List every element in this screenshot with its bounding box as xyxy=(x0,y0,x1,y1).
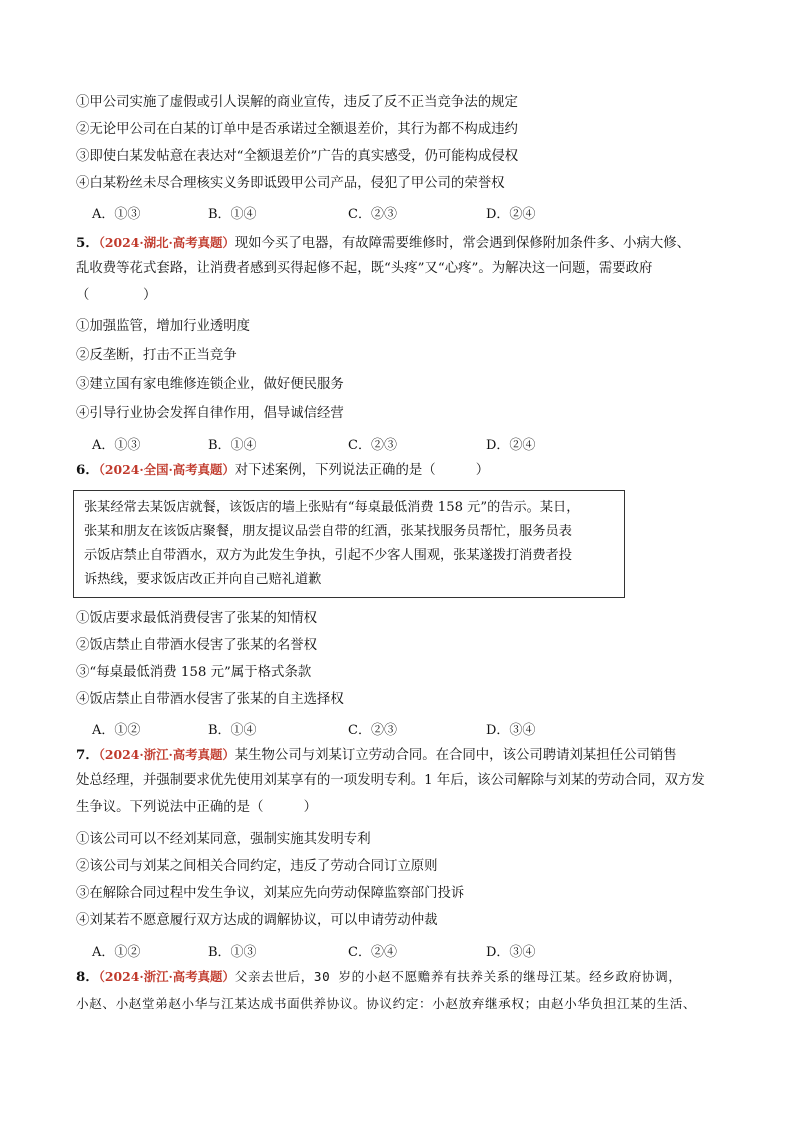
q4-statement-4: ④白某粉丝未尽合理核实义务即诋毁甲公司产品，侵犯了甲公司的荣誉权 xyxy=(76,176,505,191)
q7-source: （2024·浙江·高考真题） xyxy=(98,747,235,762)
q4-statement-2: ②无论甲公司在白某的订单中是否承诺过全额退差价，其行为都不构成违约 xyxy=(76,122,518,137)
q8-stem xyxy=(76,968,734,987)
q6-statement-1: ①饭店要求最低消费侵害了张某的知情权 xyxy=(76,611,318,626)
q4-option-a[interactable]: A．①③ xyxy=(92,207,141,222)
q7-option-b[interactable]: B．①③ xyxy=(208,945,257,960)
q4-option-b[interactable]: B．①④ xyxy=(208,207,257,222)
q8-stem-line-1: 父亲去世后，30 岁的小赵不愿赡养有扶养关系的继母江某。经乡政府协调， xyxy=(234,969,682,984)
q7-stem-line-3: 生争议。下列说法中正确的是（ ） xyxy=(76,800,318,815)
q5-option-b[interactable]: B．①④ xyxy=(208,438,257,453)
q6-statement-3: ③“每桌最低消费 158 元”属于格式条款 xyxy=(76,665,312,680)
q6-option-a[interactable]: A．①② xyxy=(92,723,141,738)
q5-stem-line-1: 现如今买了电器，有故障需要维修时，常会遇到保修附加条件多、小病大修、 xyxy=(234,236,691,251)
q5-option-c[interactable]: C．②③ xyxy=(348,438,397,453)
q6-stem xyxy=(76,461,734,480)
q6-number: 6． xyxy=(76,462,99,478)
q5-answer-blank: （ ） xyxy=(76,288,157,303)
q4-statement-3: ③即使白某发帖意在表达对“全额退差价”广告的真实感受，仍可能构成侵权 xyxy=(76,149,519,164)
q6-option-c[interactable]: C．②③ xyxy=(348,723,397,738)
q6-option-d[interactable]: D．③④ xyxy=(486,723,536,738)
q7-statement-1: ①该公司可以不经刘某同意，强制实施其发明专利 xyxy=(76,832,371,847)
q7-option-a[interactable]: A．①② xyxy=(92,945,141,960)
q7-stem xyxy=(76,746,734,765)
q6-option-b[interactable]: B．①④ xyxy=(208,723,257,738)
q8-number: 8． xyxy=(76,969,99,985)
q6-case-line-2: 张某和朋友在该饭店聚餐，朋友提议品尝自带的红酒，张某找服务员帮忙，服务员表 xyxy=(84,524,572,539)
q6-statement-2: ②饭店禁止自带酒水侵害了张某的名誉权 xyxy=(76,638,318,653)
q7-statement-2: ②该公司与刘某之间相关合同约定，违反了劳动合同订立原则 xyxy=(76,859,438,874)
q6-case-line-4: 诉热线，要求饭店改正并向自己赔礼道歉 xyxy=(84,572,322,587)
q6-source: （2024·全国·高考真题） xyxy=(98,462,235,477)
q6-options xyxy=(92,719,652,737)
q6-case-box xyxy=(73,490,625,598)
q5-option-d[interactable]: D．②④ xyxy=(486,438,536,453)
q8-stem-line-2: 小赵、小赵堂弟赵小华与江某达成书面供养协议。协议约定：小赵放弃继承权；由赵小华负担江某的生活、 xyxy=(76,996,697,1011)
q7-statement-3: ③在解除合同过程中发生争议，刘某应先向劳动保障监察部门投诉 xyxy=(76,886,465,901)
q5-stem xyxy=(76,234,734,253)
q7-options xyxy=(92,941,652,959)
q6-case-line-3: 示饭店禁止自带酒水，双方为此发生争执，引起不少客人围观，张某遂拨打消费者投 xyxy=(84,548,572,563)
q5-statement-3: ③建立国有家电维修连锁企业，做好便民服务 xyxy=(76,377,344,392)
q4-statement-1: ①甲公司实施了虚假或引人误解的商业宣传，违反了反不正当竞争法的规定 xyxy=(76,95,518,110)
q6-stem-text: 对下述案例，下列说法正确的是（ ） xyxy=(234,463,490,478)
q5-source: （2024·湖北·高考真题） xyxy=(98,235,235,250)
q5-option-a[interactable]: A．①③ xyxy=(92,438,141,453)
q4-option-d[interactable]: D．②④ xyxy=(486,207,536,222)
q6-case-line-1: 张某经常去某饭店就餐，该饭店的墙上张贴有“每桌最低消费 158 元”的告示。某日， xyxy=(84,500,580,515)
q7-stem-line-2: 处总经理，并强制要求优先使用刘某享有的一项发明专利。1 年后，该公司解除与刘某的劳动合同，双方发 xyxy=(76,773,705,788)
q4-options xyxy=(92,203,652,221)
q4-option-c[interactable]: C．②③ xyxy=(348,207,397,222)
q5-stem-line-2: 乱收费等花式套路，让消费者感到买得起修不起，既“头疼”又“心疼”。为解决这一问题，需要政府 xyxy=(76,261,653,276)
q5-statement-4: ④引导行业协会发挥自律作用，倡导诚信经营 xyxy=(76,406,344,421)
q7-option-d[interactable]: D．③④ xyxy=(486,945,536,960)
q5-statement-2: ②反垄断，打击不正当竞争 xyxy=(76,348,237,363)
q5-statement-1: ①加强监管，增加行业透明度 xyxy=(76,319,251,334)
q7-stem-line-1: 某生物公司与刘某订立劳动合同。在合同中，该公司聘请刘某担任公司销售 xyxy=(234,748,677,763)
q8-source: （2024·浙江·高考真题） xyxy=(98,969,235,984)
q6-statement-4: ④饭店禁止自带酒水侵害了张某的自主选择权 xyxy=(76,692,344,707)
q5-options xyxy=(92,434,652,452)
q5-number: 5． xyxy=(76,235,99,251)
q7-statement-4: ④刘某若不愿意履行双方达成的调解协议，可以申请劳动仲裁 xyxy=(76,913,438,928)
q7-number: 7． xyxy=(76,747,99,763)
q7-option-c[interactable]: C．②④ xyxy=(348,945,397,960)
